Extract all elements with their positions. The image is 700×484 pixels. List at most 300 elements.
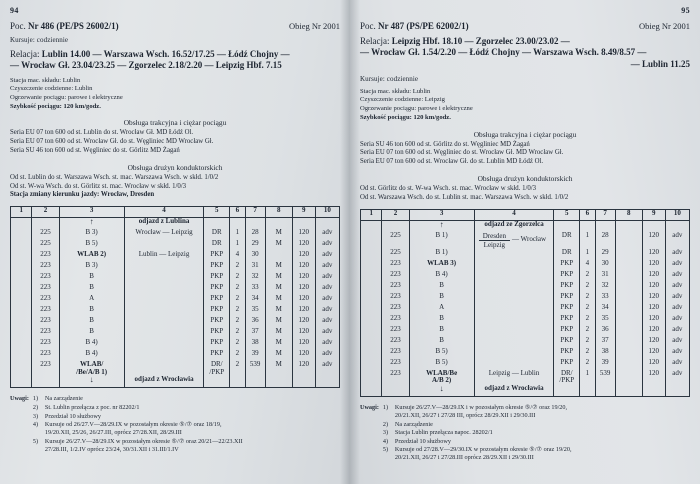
cell-10: adv [665, 337, 689, 348]
note-number: 2) [32, 403, 39, 411]
left-col-header-3: 3 [59, 207, 124, 218]
cell-7: 539 [595, 370, 615, 385]
left-table-body [11, 218, 340, 388]
cell-1 [11, 284, 32, 295]
cell-7: 35 [245, 306, 265, 317]
cell-7 [595, 220, 615, 232]
note-item [33, 395, 243, 403]
cell-5: PKP [554, 337, 580, 348]
cell-8: M [265, 284, 292, 295]
right-crew-lines [360, 185, 690, 203]
cell-10: adv [665, 293, 689, 304]
cell-9: 120 [642, 337, 665, 348]
left-train-number: Nr 486 (PE/PS 26002/1) [28, 21, 119, 31]
cell-1 [11, 218, 32, 230]
right-col-header-4: 4 [474, 209, 554, 220]
cell-7: 539 [245, 361, 265, 376]
cell-7: 33 [245, 284, 265, 295]
table-row [361, 282, 690, 293]
table-row [11, 317, 340, 328]
left-col-header-10: 10 [315, 207, 339, 218]
right-col-header-5: 5 [554, 209, 580, 220]
right-col-header-1: 1 [361, 209, 382, 220]
cell-6: 1 [230, 229, 246, 240]
cell-3: B [409, 282, 474, 293]
cell-6: 4 [230, 251, 246, 262]
right-crew-title: Obsługa drużyn konduktorskich [477, 174, 573, 184]
note-number: 3) [382, 429, 389, 437]
right-col-header-6: 6 [580, 209, 596, 220]
cell-3: ↑ [409, 220, 474, 232]
cell-10: adv [315, 262, 339, 273]
cell-6: 2 [230, 350, 246, 361]
cell-4 [124, 273, 204, 284]
cell-10: adv [315, 328, 339, 339]
cell-10: adv [665, 359, 689, 370]
cell-2: 223 [382, 370, 409, 385]
cell-10: adv [665, 271, 689, 282]
cell-3: B 5) [59, 240, 124, 251]
note-text: Na zarządzenie [44, 395, 83, 403]
cell-5: PKP [554, 304, 580, 315]
left-train-label: Poc. [10, 21, 26, 31]
cell-6: 2 [580, 293, 596, 304]
cell-1 [11, 328, 32, 339]
cell-6: 2 [230, 273, 246, 284]
left-col-header-7: 7 [245, 207, 265, 218]
cell-1 [361, 304, 382, 315]
cell-4 [474, 326, 554, 337]
right-col-header-8: 8 [615, 209, 642, 220]
cell-9: 120 [292, 273, 315, 284]
cell-4 [124, 284, 204, 295]
cell-4: odjazd z Wrocławia [474, 385, 554, 397]
left-runs-value: codziennie [36, 36, 69, 44]
cell-9: 120 [642, 304, 665, 315]
cell-4 [474, 293, 554, 304]
cell-1 [361, 220, 382, 232]
cell-1 [11, 306, 32, 317]
cell-1 [11, 262, 32, 273]
cell-3: B [59, 273, 124, 284]
cell-4 [124, 361, 204, 376]
cell-7: 36 [245, 317, 265, 328]
cell-7: 34 [245, 295, 265, 306]
cell-3: B 1) [409, 249, 474, 260]
cell-2: 223 [382, 348, 409, 359]
cell-9: 120 [292, 251, 315, 262]
right-info-speed: Szybkość pociągu: 120 km/godz. [360, 113, 451, 121]
cell-5: PKP [554, 260, 580, 271]
cell-9: 120 [292, 284, 315, 295]
note-item [383, 438, 572, 446]
cell-8: M [265, 328, 292, 339]
cell-8: M [265, 229, 292, 240]
left-relation-text-2: — Wrocław Gł. 23.04/23.25 — Zgorzelec 2.18/2.20 — Leipzig Hbf. 7.15 [10, 60, 282, 71]
right-traction-line-2: Seria EU 07 ton 600 od st. Węgliniec do st. Wrocław Gł. MD Wrocław Gł. [360, 149, 564, 157]
cell-5: PKP [554, 293, 580, 304]
cell-9: 120 [292, 240, 315, 251]
cell-5: PKP [204, 328, 230, 339]
note-text: Kursuje od 27/28.V—29/30.IX w pozostałym okresie ⑤/⑦ oraz 19/20, 20/21.XII, 26/27 i 27/28.III oprócz 28/29.XII i 29/30.III [394, 446, 572, 462]
cell-8 [615, 232, 642, 249]
table-row [11, 229, 340, 240]
cell-7: 33 [595, 293, 615, 304]
cell-3: B [409, 315, 474, 326]
table-row [361, 271, 690, 282]
cell-3: B 5) [409, 359, 474, 370]
cell-8 [615, 337, 642, 348]
cell-5: PKP [204, 262, 230, 273]
cell-10: adv [665, 282, 689, 293]
left-traction-title: Obsługa trakcyjna i ciężar pociągu [123, 118, 227, 128]
cell-2: 223 [32, 306, 59, 317]
left-col-header-5: 5 [204, 207, 230, 218]
right-train-number: Nr 487 (PS/PE 62002/1) [378, 21, 469, 31]
cell-7: 39 [595, 359, 615, 370]
cell-9: 120 [642, 315, 665, 326]
table-row [11, 350, 340, 361]
cell-6: 2 [230, 328, 246, 339]
cell-3: B 4) [59, 350, 124, 361]
note-number: 5) [32, 437, 39, 445]
cell-8: M [265, 273, 292, 284]
cell-5 [204, 376, 230, 388]
right-relation-line-3 [360, 59, 690, 70]
cell-1 [11, 361, 32, 376]
left-relation-text-1: Lublin 14.00 — Warszawa Wsch. 16.52/17.25 — Łódź Chojny — [41, 49, 290, 59]
cell-9: 120 [292, 295, 315, 306]
note-text: Kursuje 26/27.V—28/29.IX w pozostałym okresie ⑤/⑦ oraz 20/21—22/23.XII 27/28.III, 1/2.IV oprócz 23/24, 30/31.XII i 31.III/1.IV [44, 437, 243, 453]
cell-6: 2 [230, 262, 246, 273]
cell-9: 120 [292, 361, 315, 376]
cell-2: 223 [32, 339, 59, 350]
cell-10: adv [665, 326, 689, 337]
note-text: Przedział 10 służbowy [394, 437, 451, 445]
cell-10: adv [315, 273, 339, 284]
cell-3: B 3) [59, 229, 124, 240]
left-train-header [10, 21, 340, 31]
right-runs-line [360, 75, 690, 83]
cell-3: B [59, 317, 124, 328]
cell-7 [595, 385, 615, 397]
cell-8: M [265, 317, 292, 328]
cell-5: PKP [204, 339, 230, 350]
left-traction-line-3: Seria SU 46 ton 600 od st. Węgliniec do st. Görlitz MD Żagań [10, 146, 180, 154]
cell-7: 28 [595, 232, 615, 249]
cell-7: 37 [595, 337, 615, 348]
cell-3: B [59, 284, 124, 295]
cell-8: M [265, 262, 292, 273]
table-row [11, 284, 340, 295]
note-item [383, 421, 572, 429]
note-item [383, 404, 572, 420]
cell-1 [361, 359, 382, 370]
cell-3: B 3) [59, 262, 124, 273]
cell-3: WLAB/Be A/B 2) [409, 370, 474, 385]
right-circulation-number: Obieg Nr 2001 [639, 21, 690, 31]
cell-10: adv [665, 348, 689, 359]
left-relation-block [10, 49, 340, 72]
cell-7: 31 [245, 262, 265, 273]
right-relation-line-2 [360, 47, 690, 58]
left-crew-lines [10, 174, 340, 200]
cell-1 [11, 295, 32, 306]
cell-9: 120 [292, 328, 315, 339]
cell-10: adv [665, 315, 689, 326]
cell-4 [124, 339, 204, 350]
table-row [361, 315, 690, 326]
left-circulation-number: Obieg Nr 2001 [289, 21, 340, 31]
cell-2: 223 [382, 271, 409, 282]
left-notes-block [10, 395, 340, 454]
cell-5: DR [204, 240, 230, 251]
left-notes-list [33, 395, 243, 454]
cell-8: M [265, 350, 292, 361]
cell-3: B [409, 293, 474, 304]
cell-9: 120 [642, 293, 665, 304]
right-col-header-10: 10 [665, 209, 689, 220]
note-text: Stacja Lublin przełącza napoc. 28202/1 [394, 429, 493, 437]
cell-6: 1 [230, 240, 246, 251]
cell-6: 1 [580, 370, 596, 385]
cell-8: M [265, 306, 292, 317]
right-relation-label: Relacja: [360, 36, 390, 46]
cell-2: 223 [382, 282, 409, 293]
cell-8 [615, 260, 642, 271]
left-traction-line-1: Seria EU 07 ton 600 od st. Lublin do st. Wrocław Gł. MD Łódź Ol. [10, 129, 194, 137]
cell-6: 2 [580, 282, 596, 293]
right-runs-label: Kursuje: [360, 74, 385, 83]
right-notes-title: Uwagi: [360, 403, 379, 411]
table-row [11, 306, 340, 317]
cell-2: 223 [32, 295, 59, 306]
cell-2: 223 [382, 293, 409, 304]
cell-1 [361, 282, 382, 293]
cell-1 [361, 271, 382, 282]
cell-9: 120 [642, 348, 665, 359]
cell-2: 223 [32, 251, 59, 262]
cell-5: PKP [204, 350, 230, 361]
cell-6: 4 [580, 260, 596, 271]
cell-9: 120 [642, 282, 665, 293]
left-crew-line-1: Od st. Lublin do st. Warszawa Wsch. st. mac. Warszawa Wsch. w skłd. 1/0/2 [10, 173, 219, 181]
cell-7: 30 [595, 260, 615, 271]
right-col-header-2: 2 [382, 209, 409, 220]
right-info-cleaning: Czyszczenie codzienne: Leipzig [360, 96, 445, 104]
table-row [361, 337, 690, 348]
cell-1 [11, 240, 32, 251]
cell-7: 34 [595, 304, 615, 315]
right-notes-block [360, 404, 690, 463]
cell-5: PKP [204, 284, 230, 295]
right-col-header-3: 3 [409, 209, 474, 220]
cell-3: B [59, 306, 124, 317]
note-item [383, 446, 572, 462]
cell-5: PKP [554, 282, 580, 293]
cell-5 [554, 220, 580, 232]
note-number: 4) [32, 421, 39, 429]
table-row [361, 304, 690, 315]
left-train-info [10, 77, 340, 112]
cell-6: 2 [580, 348, 596, 359]
cell-8 [615, 326, 642, 337]
cell-8 [615, 359, 642, 370]
cell-10 [315, 376, 339, 388]
cell-2 [382, 220, 409, 232]
cell-4 [124, 262, 204, 273]
table-row [361, 385, 690, 397]
table-row [11, 295, 340, 306]
left-info-speed: Szybkość pociągu: 120 km/godz. [10, 102, 101, 110]
left-col-header-6: 6 [230, 207, 246, 218]
cell-2 [382, 385, 409, 397]
cell-10: adv [315, 240, 339, 251]
cell-4 [124, 306, 204, 317]
cell-2: 223 [382, 304, 409, 315]
cell-8 [615, 271, 642, 282]
cell-1 [361, 385, 382, 397]
left-relation-label: Relacja: [10, 49, 40, 59]
cell-2: 225 [382, 232, 409, 249]
cell-7: 30 [245, 251, 265, 262]
cell-5: PKP [204, 251, 230, 262]
note-number: 4) [382, 437, 389, 445]
cell-5: DR [554, 249, 580, 260]
cell-4 [474, 337, 554, 348]
cell-10: adv [665, 260, 689, 271]
cell-5: DR/ /PKP [554, 370, 580, 385]
right-col-header-7: 7 [595, 209, 615, 220]
right-traction-title: Obsługa trakcyjna i ciężar pociągu [473, 129, 577, 139]
cell-6: 2 [580, 304, 596, 315]
cell-9: 120 [642, 260, 665, 271]
cell-4 [474, 249, 554, 260]
left-crew-line-2: Od st. W-wa Wsch. do st. Görlitz st. mac. Wrocław w skłd. 1/0/3 [10, 182, 187, 190]
cell-1 [361, 293, 382, 304]
cell-4: odjazd z Lublina [124, 218, 204, 230]
note-item [383, 429, 572, 437]
note-text: Na zarządzenie [394, 420, 433, 428]
note-number: 1) [382, 403, 389, 411]
cell-3: ↓ [409, 385, 474, 397]
cell-4 [474, 348, 554, 359]
table-row [361, 326, 690, 337]
cell-8 [615, 370, 642, 385]
cell-7 [245, 376, 265, 388]
cell-9: 120 [642, 271, 665, 282]
cell-10: adv [665, 249, 689, 260]
cell-6: 2 [230, 361, 246, 376]
right-train-label: Poc. [360, 21, 376, 31]
cell-4 [474, 260, 554, 271]
note-text: Przedział 10 służbowy [44, 412, 101, 420]
cell-2: 223 [32, 350, 59, 361]
cell-3: B [409, 326, 474, 337]
cell-6: 2 [580, 315, 596, 326]
cell-2: 223 [32, 262, 59, 273]
cell-1 [361, 370, 382, 385]
cell-1 [361, 249, 382, 260]
cell-4 [124, 295, 204, 306]
cell-5: DR/ /PKP [204, 361, 230, 376]
left-relation-line-2 [10, 60, 340, 71]
left-notes-title: Uwagi: [10, 395, 29, 403]
cell-6: 2 [230, 295, 246, 306]
left-col-header-4: 4 [124, 207, 204, 218]
note-text: Kursuje od 26/27.V—28/29.IX w pozostałym okresie ⑤/⑦ oraz 18/19, 19/20.XII, 25/26, 26/27.III, oprócz 27/28.XII, 28/29.III [44, 421, 222, 437]
cell-6: 1 [580, 232, 596, 249]
right-train-identifier [360, 21, 469, 31]
cell-6 [580, 385, 596, 397]
left-info-home-station: Stacja mac. składu: Lublin [10, 76, 81, 84]
left-col-header-8: 8 [265, 207, 292, 218]
cell-6: 2 [580, 271, 596, 282]
table-row [11, 251, 340, 262]
right-info-home-station: Stacja mac. składu: Lublin [360, 87, 431, 95]
cell-2 [32, 376, 59, 388]
left-consist-table [10, 206, 340, 388]
cell-3: ↑ [59, 218, 124, 230]
right-crew-line-1: Od st. Görlitz do st. W-wa Wsch. st. mac. Wrocław w skłd. 1/0/3 [360, 185, 537, 193]
table-row [361, 348, 690, 359]
cell-9: 120 [292, 306, 315, 317]
cell-7: 32 [245, 273, 265, 284]
right-page [350, 0, 700, 484]
note-number: 1) [32, 395, 39, 403]
cell-8: M [265, 339, 292, 350]
cell-1 [361, 260, 382, 271]
cell-3: B 4) [409, 271, 474, 282]
cell-9: 120 [292, 339, 315, 350]
cell-8 [615, 282, 642, 293]
left-table-header-row [11, 207, 340, 218]
cell-8 [615, 249, 642, 260]
left-crew-title: Obsługa drużyn konduktorskich [127, 162, 223, 172]
cell-1 [361, 326, 382, 337]
left-traction-lines [10, 129, 340, 155]
cell-8: M [265, 240, 292, 251]
cell-9: 120 [642, 326, 665, 337]
cell-7: 37 [245, 328, 265, 339]
cell-1 [361, 315, 382, 326]
table-row [11, 339, 340, 350]
right-folio-number: 95 [681, 6, 690, 15]
cell-7: 36 [595, 326, 615, 337]
cell-5: PKP [554, 359, 580, 370]
right-relation-text-2: — Wrocław Gł. 1.54/2.20 — Łódź Chojny — Warszawa Wsch. 8.49/8.57 — [360, 47, 647, 58]
left-col-header-2: 2 [32, 207, 59, 218]
note-text: Kursuje 26/27.V—28/29.IX i w pozostałym okresie ⑤/⑦ oraz 19/20, 20/21.XII, 26/27 i 27/28 III, oprócz 28/29.XII i 29/30.III [394, 403, 568, 419]
left-folio-number: 94 [10, 6, 19, 15]
cell-4 [124, 328, 204, 339]
cell-7: 29 [595, 249, 615, 260]
cell-3: A [409, 304, 474, 315]
cell-8: M [265, 361, 292, 376]
cell-2: 223 [382, 337, 409, 348]
cell-7: 39 [245, 350, 265, 361]
note-item [33, 421, 243, 437]
cell-9: 120 [292, 229, 315, 240]
cell-6: 2 [580, 326, 596, 337]
cell-8 [615, 293, 642, 304]
table-row [11, 376, 340, 388]
cell-6: 2 [230, 317, 246, 328]
cell-3: B [59, 328, 124, 339]
table-row [361, 232, 690, 249]
cell-9: 120 [642, 359, 665, 370]
right-crew-line-2: Od st. Warszawa Wsch. do st. Lublin st. mac. Warszawa Wsch. w skłd. 1/0/2 [360, 193, 569, 201]
